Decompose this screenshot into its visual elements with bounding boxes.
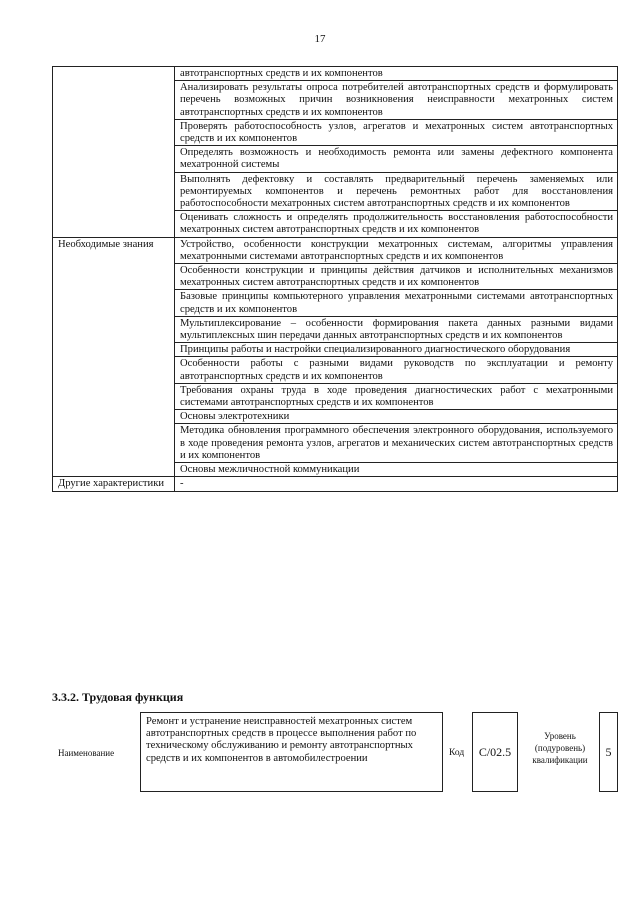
qualification-level: 5 [599, 712, 618, 792]
row-text: Требования охраны труда в ходе проведения диагностических работ с мехатронными системами автотранспортных средств и их компонентов [175, 383, 618, 409]
table-row [53, 477, 618, 491]
row-text: Принципы работы и настройки специализированного диагностического оборудования [175, 343, 618, 357]
row-text: Оценивать сложность и определять продолжительность восстановления работоспособности мехатронных систем автотранспортных средств и их компонентов [175, 211, 618, 237]
section-title: 3.3.2. Трудовая функция [52, 690, 184, 704]
qualification-level-label: Уровень (подуровень) квалификации [532, 731, 588, 765]
requirements-table [52, 66, 618, 492]
row-label [53, 67, 175, 238]
row-text: Анализировать результаты опроса потребителей автотранспортных средств и формулировать перечень возможных причин возникновения неисправности мехатронных систем автотранспортных средств и их компонентов [175, 81, 618, 120]
row-text: Устройство, особенности конструкции мехатронных системам, алгоритмы управления мехатронными системами автотранспортных средств и их компонентов [175, 237, 618, 263]
row-text: Базовые принципы компьютерного управления мехатронными системами автотранспортных средств и их компонентов [175, 290, 618, 316]
function-code: C/02.5 [472, 712, 518, 792]
row-label: Необходимые знания [53, 237, 175, 477]
row-text: Методика обновления программного обеспечения электронного оборудования, используемого в ходе проведения ремонта узлов, агрегатов и механических систем автотранспортных средств и их компонентов [175, 424, 618, 463]
row-text: Выполнять дефектовку и составлять предварительный перечень заменяемых или ремонтируемых компонентов и перечень ремонтных работ для восстановления работоспособности мехатронных систем автотранспортных средств и их компонентов [175, 172, 618, 211]
row-label: Другие характеристики [53, 477, 175, 491]
row-text: Основы межличностной коммуникации [175, 463, 618, 477]
row-text: Основы электротехники [175, 410, 618, 424]
table-row [53, 237, 618, 263]
table-row [53, 67, 618, 81]
function-code-label: Код [449, 748, 465, 758]
row-text: автотранспортных средств и их компонентов [175, 67, 618, 81]
row-text: Мультиплексирование – особенности формирования пакета данных разными видами мультиплексных шин передачи данных автотранспортных средств и их компонентов [175, 316, 618, 342]
row-text: Особенности конструкции и принципы действия датчиков и исполнительных механизмов мехатронных систем автотранспортных средств и их компонентов [175, 264, 618, 290]
row-text: Определять возможность и необходимость ремонта или замены дефектного компонента мехатронной системы [175, 146, 618, 172]
function-name-label: Наименование [58, 748, 115, 758]
row-text: Особенности работы с разными видами руководств по эксплуатации и ремонту автотранспортных средств и их компонентов [175, 357, 618, 383]
row-text: Проверять работоспособность узлов, агрегатов и мехатронных систем автотранспортных средств и их компонентов [175, 119, 618, 145]
function-name: Ремонт и устранение неисправностей мехатронных систем автотранспортных средств в процессе выполнения работ по техническому обслуживанию и ремонту автотранспортных средств и их компонентов в автомобилестроении [140, 712, 443, 792]
page-number: 17 [314, 33, 326, 45]
row-text: - [175, 477, 618, 491]
